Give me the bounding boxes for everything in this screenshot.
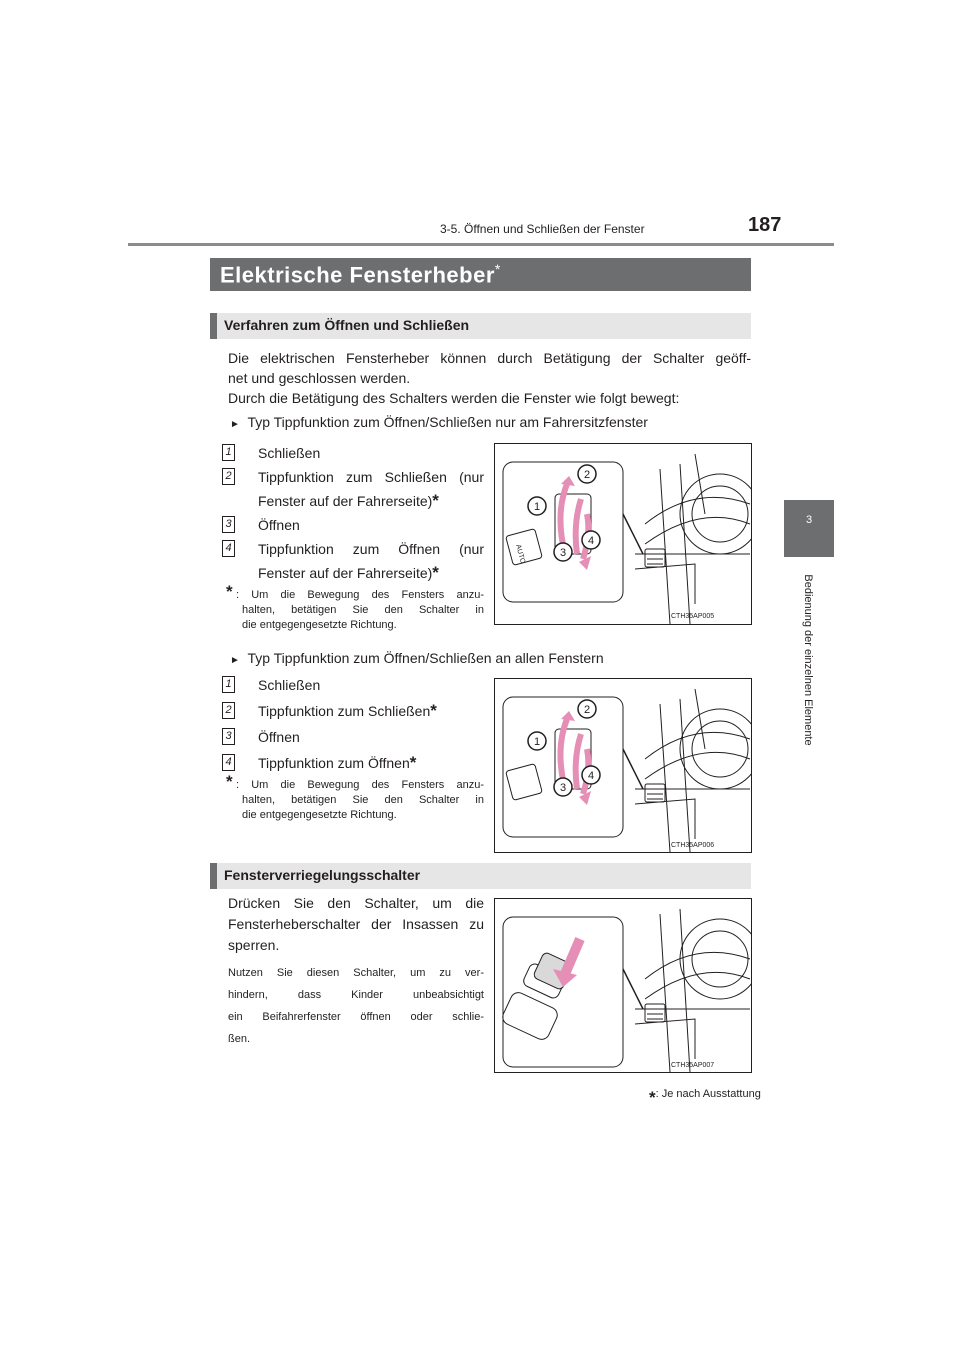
list-item: 4 Tippfunktion zum Öffnen*: [222, 752, 484, 778]
lock-switch-paragraph: Drücken Sie den Schalter, um die Fensterheberschalter der Insassen zu sperren.: [228, 895, 484, 953]
page-number: 187: [748, 214, 782, 236]
lock-switch-note: Nutzen Sie diesen Schalter, um zu ver- hindern, dass Kinder unbeabsichtigt ein Beifahrerfenster öffnen oder schlie- ßen.: [228, 967, 484, 1045]
list-item: 2 Tippfunktion zum Schließen (nur Fenster auf der Fahrerseite)*: [222, 466, 484, 514]
callout-1: 1: [533, 736, 541, 748]
callout-2: 2: [583, 704, 591, 716]
auto-button-label: AUTO: [514, 543, 526, 565]
bullet-type-driver: ► Typ Tippfunktion zum Öffnen/Schließen nur am Fahrersitzfenster: [230, 414, 648, 430]
figure-label: CTH35AP005: [671, 613, 715, 620]
section-heading-bar: [210, 313, 751, 339]
figure-lock-switch: [494, 898, 752, 1073]
section-heading: Verfahren zum Öffnen und Schließen: [224, 317, 470, 333]
lock-switch-illustration: [495, 899, 751, 1072]
header-rule: [128, 243, 834, 246]
section-header: 3-5. Öffnen und Schließen der Fenster: [440, 222, 645, 236]
triangle-bullet-icon: ►: [230, 655, 240, 666]
list-item: 4 Tippfunktion zum Öffnen (nur Fenster auf der Fahrerseite)*: [222, 538, 484, 586]
triangle-bullet-icon: ►: [230, 419, 240, 430]
list-block2: [222, 674, 484, 828]
callout-3: 3: [559, 782, 567, 794]
figure-label: CTH35AP006: [671, 842, 715, 849]
list-block1: [222, 442, 484, 638]
figure-switch-all: [494, 678, 752, 853]
bullet-type-all: ► Typ Tippfunktion zum Öffnen/Schließen an allen Fenstern: [230, 650, 604, 666]
chapter-number: 3: [805, 514, 813, 526]
list-item: 2 Tippfunktion zum Schließen*: [222, 700, 484, 726]
list-item: 1 Schließen: [222, 674, 484, 700]
figure-label: CTH35AP007: [671, 1062, 715, 1069]
note-block1: * : Um die Bewegung des Fensters anzu- halten, betätigen Sie den Schalter in die entgegengesetzte Richtung.: [226, 582, 484, 631]
title-star: *: [494, 261, 501, 277]
footnote: *: Je nach Ausstattung: [649, 1088, 761, 1107]
note-block2: * : Um die Bewegung des Fensters anzu- halten, betätigen Sie den Schalter in die entgegengesetzte Richtung.: [226, 772, 484, 821]
section-heading-bar: [210, 863, 751, 889]
list-item: 1 Schließen: [222, 442, 484, 466]
figure-switch-driver: [494, 443, 752, 625]
page-title-bar: [210, 258, 751, 291]
page-title: Elektrische Fensterheber*: [220, 261, 501, 288]
intro-paragraph: Die elektrischen Fensterheber können durch Betätigung der Schalter geöff- net und geschlossen werden. Durch die Betätigung des Schalters werden die Fenster wie folgt bewegt:: [228, 350, 751, 406]
callout-3: 3: [559, 547, 567, 559]
list-item: 3 Öffnen: [222, 514, 484, 538]
chapter-tab: [784, 500, 834, 557]
callout-2: 2: [583, 469, 591, 481]
callout-1: 1: [533, 501, 541, 513]
callout-4: 4: [587, 770, 595, 782]
switch-illustration: [495, 444, 751, 624]
list-item: 3 Öffnen: [222, 726, 484, 752]
callout-4: 4: [587, 535, 595, 547]
switch-illustration: [495, 679, 751, 852]
chapter-title: Bedienung der einzelnen Elemente: [802, 574, 814, 746]
section-heading: Fensterverriegelungsschalter: [224, 867, 421, 883]
